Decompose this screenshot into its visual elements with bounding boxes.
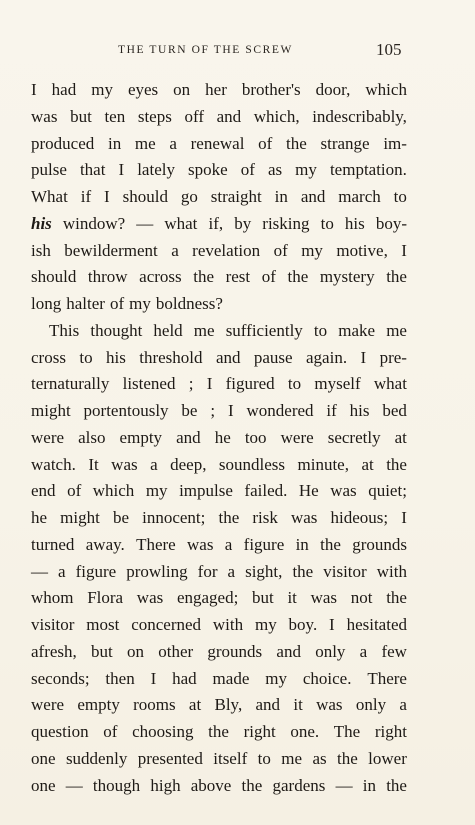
word: empty (119, 427, 163, 447)
word: empty (77, 695, 120, 715)
word: my (145, 481, 168, 501)
word: with (376, 561, 407, 581)
text-line (31, 238, 407, 265)
word: his (31, 213, 52, 233)
word: halter (66, 294, 105, 313)
word: the (286, 133, 307, 153)
word: above (190, 775, 232, 795)
word: ; (210, 401, 216, 420)
word: was (136, 588, 164, 608)
word: The (333, 722, 361, 741)
word: and (300, 187, 326, 206)
word: were (280, 427, 314, 447)
word: pause (253, 347, 293, 367)
text-line (31, 131, 407, 158)
word: on (126, 641, 144, 661)
word: temptation. (329, 160, 407, 180)
word: door, (315, 80, 351, 99)
word: ish (31, 240, 51, 260)
word: risking (262, 213, 310, 233)
word: if, (208, 213, 224, 233)
word: had (172, 668, 197, 688)
word: the (337, 748, 358, 768)
word: This (49, 320, 80, 340)
word: what (164, 213, 198, 233)
word: the (287, 267, 309, 287)
word: minute, (297, 454, 349, 474)
word: to (313, 320, 328, 340)
text-line (31, 157, 407, 184)
text-line (31, 666, 407, 693)
word: lower (368, 748, 407, 768)
word: suddenly (65, 748, 128, 768)
word: his (344, 213, 365, 233)
text-line (31, 371, 407, 398)
word: secretly (327, 427, 381, 447)
text-line (31, 345, 407, 372)
word: my (265, 668, 287, 688)
word: be (112, 508, 129, 527)
word: strange (320, 133, 370, 153)
word: right (243, 722, 276, 741)
word: my (129, 294, 151, 313)
text-line (31, 478, 407, 505)
word: one (31, 775, 56, 795)
word: he (214, 427, 231, 447)
word: bewilderment (64, 240, 158, 260)
word: of (258, 133, 273, 153)
word: pulse (31, 160, 67, 180)
word: and (276, 641, 301, 661)
word: his (106, 347, 126, 367)
word: were (31, 427, 65, 447)
word: I (227, 401, 234, 420)
word: the (386, 454, 407, 474)
word: which (92, 481, 135, 501)
word: renewal (190, 133, 245, 153)
word: by (234, 213, 252, 233)
running-title: THE TURN OF THE SCREW (118, 44, 294, 56)
word: indescribably, (312, 106, 407, 126)
word: his (349, 401, 370, 420)
word: watch. (31, 454, 76, 474)
word: but (70, 106, 92, 126)
word: boldness? (155, 294, 223, 313)
word: visitor (31, 615, 75, 634)
word: few (381, 641, 407, 661)
text-line (31, 612, 407, 639)
running-head (0, 40, 475, 60)
word: if (326, 401, 337, 420)
word: to (79, 347, 93, 367)
word: of (273, 240, 288, 260)
word: off (184, 106, 204, 126)
word: listened (122, 374, 176, 394)
word: long (31, 294, 62, 313)
word: innocent; (142, 508, 206, 527)
word: a (169, 133, 177, 153)
text-line (31, 318, 407, 345)
word: eyes (127, 80, 159, 99)
text-line (31, 264, 407, 291)
word: a (150, 454, 158, 474)
word: motive, (336, 240, 388, 260)
word: — (65, 775, 83, 795)
body-text (31, 77, 407, 799)
word: brother's (241, 80, 301, 99)
word: was (111, 454, 138, 474)
text-line (31, 639, 407, 666)
word: I (150, 668, 157, 688)
word: sufficiently (225, 320, 303, 340)
text-line (31, 719, 407, 746)
word: and (216, 106, 242, 126)
word: only (355, 695, 387, 715)
word: I (31, 80, 37, 99)
word: — (136, 213, 154, 233)
word: a (399, 695, 407, 715)
word: revelation (192, 240, 261, 260)
word: also (78, 427, 106, 447)
word: march (338, 187, 381, 206)
word: a (227, 561, 236, 581)
word: was (31, 106, 58, 126)
word: one (31, 748, 56, 768)
word: a (171, 240, 179, 260)
word: me (193, 320, 215, 340)
word: of (109, 294, 125, 313)
word: rest (225, 267, 251, 287)
word: in (274, 187, 288, 206)
word: on (173, 80, 191, 99)
word: and (176, 427, 201, 447)
word: the (386, 775, 407, 795)
word: had (51, 80, 77, 99)
word: a (224, 534, 233, 554)
word: presented (137, 748, 203, 768)
word: and (215, 347, 241, 367)
word: with (212, 615, 244, 634)
word: one. (290, 722, 320, 741)
word: afresh, (31, 641, 77, 661)
word: my (91, 80, 113, 99)
word: be (181, 401, 198, 420)
word: go (180, 187, 198, 206)
page-number: 105 (376, 40, 402, 59)
word: me (134, 133, 156, 153)
word: thought (90, 320, 143, 340)
word: figure (243, 534, 285, 554)
text-line (31, 184, 407, 211)
word: to (257, 748, 271, 768)
word: concerned (131, 615, 202, 634)
word: spoke (188, 160, 228, 180)
word: at (394, 427, 407, 447)
word: then (105, 668, 135, 688)
text-line (31, 746, 407, 773)
word: to (320, 213, 334, 233)
word: but (91, 641, 113, 661)
word: as (267, 160, 283, 180)
word: might (60, 508, 100, 527)
word: the (386, 588, 407, 608)
text-line (31, 505, 407, 532)
word: again. (306, 347, 348, 367)
word: in (362, 775, 376, 795)
word: I (401, 508, 407, 527)
word: produced (31, 133, 95, 153)
word: the (292, 561, 314, 581)
word: for (197, 561, 218, 581)
word: prowling (126, 561, 188, 581)
word: turned (31, 534, 75, 554)
word: question (31, 722, 89, 741)
word: other (158, 641, 194, 661)
word: portentously (83, 401, 169, 420)
word: and (255, 695, 281, 715)
word: me (386, 320, 407, 340)
word: quiet; (368, 481, 407, 501)
word: of (67, 481, 82, 501)
word: I (206, 374, 213, 394)
word: if (80, 187, 92, 206)
word: I (401, 240, 407, 260)
word: should (122, 187, 168, 206)
word: most (86, 615, 120, 634)
word: the (241, 775, 263, 795)
word: a (359, 641, 368, 661)
word: There (367, 668, 407, 688)
text-line (31, 77, 407, 104)
word: that (79, 160, 106, 180)
text-line (31, 452, 407, 479)
word: it (293, 695, 303, 715)
word: failed. (244, 481, 288, 501)
word: gardens (272, 775, 326, 795)
word: There (136, 534, 176, 554)
word: only (315, 641, 346, 661)
word: to (393, 187, 407, 206)
word: of (103, 722, 118, 741)
word: was (330, 481, 357, 501)
word: right (374, 722, 407, 741)
word: I (104, 187, 110, 206)
text-line (31, 692, 407, 719)
word: throw (87, 267, 128, 287)
word: a (58, 561, 66, 581)
word: might (31, 401, 71, 420)
word: boy. (288, 615, 318, 634)
word: itself (213, 748, 248, 768)
word: as (312, 748, 327, 768)
word: at (188, 695, 202, 715)
word: rooms (133, 695, 176, 715)
word: steps (137, 106, 172, 126)
word: was (316, 695, 343, 715)
text-line (31, 773, 407, 800)
word: pre- (379, 347, 407, 367)
word: the (193, 267, 215, 287)
word: which, (253, 106, 300, 126)
word: make (338, 320, 376, 340)
text-line (31, 398, 407, 425)
word: visitor (323, 561, 367, 581)
word: hesitated (346, 615, 407, 634)
word: He (298, 481, 319, 501)
word: It (88, 454, 99, 474)
word: what (373, 374, 407, 394)
word: away. (85, 534, 125, 554)
word: grounds (207, 641, 263, 661)
word: wondered (246, 401, 314, 420)
word: lately (137, 160, 175, 180)
word: he (31, 508, 48, 527)
word: whom (31, 588, 74, 608)
word: choosing (132, 722, 194, 741)
word: my (254, 615, 277, 634)
text-line (31, 104, 407, 131)
word: risk (252, 508, 278, 527)
word: ten (104, 106, 126, 126)
word: end (31, 481, 56, 501)
word: window? (62, 213, 126, 233)
word: to (287, 374, 302, 394)
text-line (31, 425, 407, 452)
word: of (240, 160, 255, 180)
word: though (92, 775, 141, 795)
word: — (31, 561, 48, 581)
word: at (361, 454, 374, 474)
word: grounds (352, 534, 407, 554)
word: What (31, 187, 68, 206)
word: it (287, 588, 297, 608)
word: hideous; (330, 508, 389, 527)
word: cross (31, 347, 66, 367)
word: soundless (218, 454, 286, 474)
word: my (295, 160, 317, 180)
word: the (218, 508, 240, 527)
word: straight (210, 187, 262, 206)
word: sight, (245, 561, 283, 581)
text-line (31, 559, 407, 586)
word: I (118, 160, 125, 180)
word: was (290, 508, 318, 527)
word: was (310, 588, 338, 608)
word: of (261, 267, 276, 287)
word: ; (188, 374, 194, 394)
word: figure (75, 561, 117, 581)
word: Bly, (214, 695, 243, 715)
word: threshold (139, 347, 203, 367)
word: Flora (87, 588, 124, 608)
word: I (329, 615, 335, 634)
word: engaged; (176, 588, 239, 608)
word: were (31, 695, 65, 715)
word: me (281, 748, 303, 768)
word: figured (225, 374, 275, 394)
word: her (205, 80, 227, 99)
word: choice. (302, 668, 352, 688)
word: im- (383, 133, 407, 153)
text-line (31, 585, 407, 612)
word: seconds; (31, 668, 90, 688)
text-line (31, 211, 407, 238)
word: in (107, 133, 122, 153)
word: held (153, 320, 183, 340)
word: which (365, 80, 407, 99)
word: bed (382, 401, 407, 420)
word: across (139, 267, 182, 287)
word: — (335, 775, 353, 795)
word: myself (314, 374, 361, 394)
word: ternaturally (31, 374, 110, 394)
word: deep, (170, 454, 207, 474)
word: should (31, 267, 77, 287)
word: made (212, 668, 250, 688)
word: too (244, 427, 267, 447)
word: the (386, 267, 407, 287)
word: not (350, 588, 373, 608)
word: high (150, 775, 181, 795)
word: I (360, 347, 367, 367)
word: my (301, 240, 323, 260)
word: was (187, 534, 214, 554)
word: the (208, 722, 229, 741)
word: mystery (319, 267, 375, 287)
text-line (31, 291, 407, 318)
word: in (295, 534, 309, 554)
text-line (31, 532, 407, 559)
word: impulse (179, 481, 233, 501)
word: but (252, 588, 274, 608)
word: the (320, 534, 341, 554)
word: boy- (375, 213, 407, 233)
